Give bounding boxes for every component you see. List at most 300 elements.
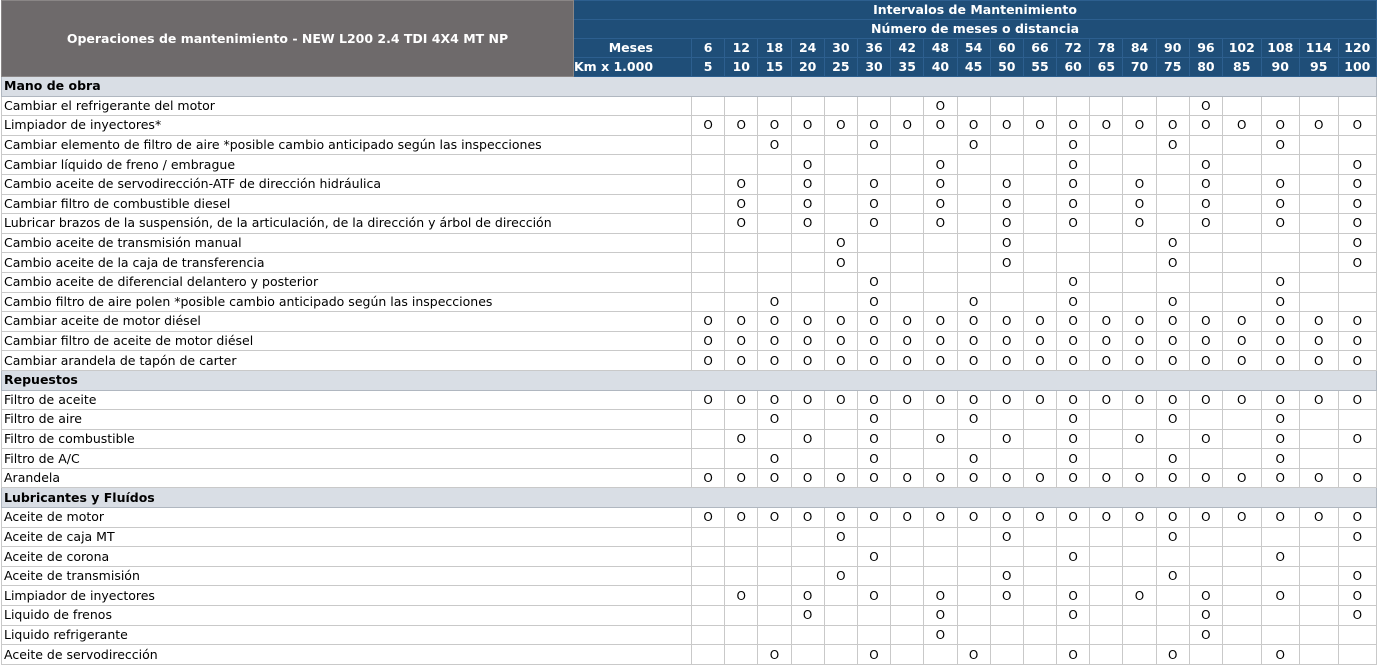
interval-cell: O bbox=[1189, 214, 1222, 234]
operation-label: Cambiar elemento de filtro de aire *posible cambio anticipado según las inspecciones bbox=[2, 135, 692, 155]
km-header: 35 bbox=[891, 58, 924, 77]
interval-cell bbox=[791, 645, 824, 665]
interval-cell: O bbox=[1300, 508, 1339, 528]
interval-cell: O bbox=[1338, 233, 1377, 253]
interval-cell bbox=[857, 625, 890, 645]
month-header: 120 bbox=[1338, 39, 1377, 58]
operation-label: Lubricar brazos de la suspensión, de la articulación, de la dirección y árbol de dirección bbox=[2, 214, 692, 234]
interval-cell bbox=[1223, 586, 1262, 606]
interval-cell bbox=[1300, 547, 1339, 567]
interval-cell: O bbox=[1156, 292, 1189, 312]
interval-cell bbox=[1123, 449, 1156, 469]
section-title: Lubricantes y Fluídos bbox=[2, 488, 1377, 508]
interval-cell bbox=[891, 566, 924, 586]
interval-cell: O bbox=[1338, 331, 1377, 351]
interval-cell: O bbox=[1338, 312, 1377, 332]
table-row bbox=[2, 527, 1377, 547]
km-header: 85 bbox=[1223, 58, 1262, 77]
interval-cell bbox=[725, 292, 758, 312]
interval-cell: O bbox=[1338, 155, 1377, 175]
interval-cell bbox=[1057, 253, 1090, 273]
interval-cell bbox=[924, 449, 957, 469]
interval-cell bbox=[791, 547, 824, 567]
interval-cell bbox=[1123, 527, 1156, 547]
interval-cell bbox=[1300, 449, 1339, 469]
interval-cell bbox=[1156, 429, 1189, 449]
interval-cell: O bbox=[791, 194, 824, 214]
interval-cell: O bbox=[857, 508, 890, 528]
interval-cell bbox=[791, 96, 824, 116]
interval-cell: O bbox=[692, 116, 725, 136]
interval-cell bbox=[692, 174, 725, 194]
interval-cell bbox=[1261, 566, 1300, 586]
interval-cell bbox=[1338, 645, 1377, 665]
interval-cell: O bbox=[758, 508, 791, 528]
interval-cell: O bbox=[824, 527, 857, 547]
interval-cell: O bbox=[1156, 566, 1189, 586]
interval-cell bbox=[1300, 233, 1339, 253]
interval-cell: O bbox=[1123, 214, 1156, 234]
interval-cell: O bbox=[1223, 508, 1262, 528]
interval-cell: O bbox=[857, 645, 890, 665]
month-header: 18 bbox=[758, 39, 791, 58]
month-header: 90 bbox=[1156, 39, 1189, 58]
interval-cell: O bbox=[1223, 351, 1262, 371]
table-row bbox=[2, 312, 1377, 332]
operation-label: Aceite de motor bbox=[2, 508, 692, 528]
interval-cell: O bbox=[924, 155, 957, 175]
interval-cell bbox=[692, 253, 725, 273]
interval-cell: O bbox=[1023, 468, 1056, 488]
operation-label: Cambiar filtro de combustible diesel bbox=[2, 194, 692, 214]
interval-cell bbox=[891, 527, 924, 547]
interval-cell bbox=[758, 625, 791, 645]
table-row bbox=[2, 135, 1377, 155]
interval-cell: O bbox=[1123, 331, 1156, 351]
interval-cell: O bbox=[1338, 606, 1377, 626]
km-header: 40 bbox=[924, 58, 957, 77]
interval-cell bbox=[891, 96, 924, 116]
interval-cell: O bbox=[791, 429, 824, 449]
interval-cell bbox=[1156, 272, 1189, 292]
interval-cell bbox=[891, 449, 924, 469]
interval-cell: O bbox=[1156, 645, 1189, 665]
interval-cell: O bbox=[1189, 351, 1222, 371]
interval-cell bbox=[1123, 410, 1156, 430]
interval-cell: O bbox=[725, 194, 758, 214]
operation-label: Cambiar aceite de motor diésel bbox=[2, 312, 692, 332]
table-row bbox=[2, 155, 1377, 175]
interval-cell bbox=[758, 586, 791, 606]
interval-cell: O bbox=[1123, 429, 1156, 449]
interval-cell: O bbox=[1156, 449, 1189, 469]
interval-cell: O bbox=[990, 253, 1023, 273]
interval-cell bbox=[824, 547, 857, 567]
interval-cell: O bbox=[725, 312, 758, 332]
interval-cell bbox=[758, 547, 791, 567]
interval-cell: O bbox=[1189, 625, 1222, 645]
interval-cell bbox=[1123, 272, 1156, 292]
interval-cell bbox=[1090, 606, 1123, 626]
interval-cell bbox=[1338, 135, 1377, 155]
interval-cell bbox=[891, 272, 924, 292]
interval-cell bbox=[758, 429, 791, 449]
interval-cell bbox=[891, 194, 924, 214]
km-header: 65 bbox=[1090, 58, 1123, 77]
operation-label: Liquido refrigerante bbox=[2, 625, 692, 645]
interval-cell: O bbox=[725, 174, 758, 194]
interval-cell: O bbox=[1338, 586, 1377, 606]
interval-cell bbox=[1156, 606, 1189, 626]
interval-cell bbox=[1090, 566, 1123, 586]
interval-cell bbox=[1189, 410, 1222, 430]
interval-cell bbox=[857, 566, 890, 586]
interval-cell: O bbox=[891, 331, 924, 351]
interval-cell: O bbox=[791, 116, 824, 136]
interval-cell bbox=[1300, 527, 1339, 547]
interval-cell: O bbox=[824, 331, 857, 351]
interval-cell: O bbox=[924, 312, 957, 332]
interval-cell bbox=[1057, 527, 1090, 547]
operation-label: Cambio filtro de aire polen *posible cambio anticipado según las inspecciones bbox=[2, 292, 692, 312]
interval-cell: O bbox=[891, 508, 924, 528]
interval-cell bbox=[1023, 625, 1056, 645]
interval-cell bbox=[957, 527, 990, 547]
interval-cell: O bbox=[791, 214, 824, 234]
table-row bbox=[2, 429, 1377, 449]
interval-cell bbox=[857, 527, 890, 547]
interval-cell: O bbox=[1123, 194, 1156, 214]
interval-cell: O bbox=[957, 292, 990, 312]
section-row bbox=[2, 370, 1377, 390]
km-header: 80 bbox=[1189, 58, 1222, 77]
interval-cell bbox=[924, 272, 957, 292]
interval-cell bbox=[990, 96, 1023, 116]
interval-cell bbox=[1156, 96, 1189, 116]
interval-cell: O bbox=[1156, 233, 1189, 253]
interval-cell bbox=[758, 253, 791, 273]
interval-cell bbox=[924, 292, 957, 312]
interval-cell: O bbox=[1057, 410, 1090, 430]
interval-cell bbox=[957, 174, 990, 194]
month-header: 114 bbox=[1300, 39, 1339, 58]
interval-cell bbox=[824, 194, 857, 214]
interval-cell bbox=[791, 449, 824, 469]
interval-cell bbox=[891, 625, 924, 645]
interval-cell: O bbox=[924, 331, 957, 351]
operation-label: Cambio aceite de la caja de transferencia bbox=[2, 253, 692, 273]
interval-cell: O bbox=[1156, 331, 1189, 351]
interval-cell bbox=[957, 547, 990, 567]
interval-cell bbox=[1156, 586, 1189, 606]
interval-cell: O bbox=[1057, 312, 1090, 332]
interval-cell bbox=[1300, 645, 1339, 665]
interval-cell bbox=[1223, 233, 1262, 253]
interval-cell bbox=[891, 214, 924, 234]
interval-cell bbox=[692, 214, 725, 234]
table-row bbox=[2, 351, 1377, 371]
interval-cell: O bbox=[857, 194, 890, 214]
table-row bbox=[2, 586, 1377, 606]
interval-cell bbox=[1090, 96, 1123, 116]
interval-cell: O bbox=[891, 351, 924, 371]
operation-label: Cambio aceite de transmisión manual bbox=[2, 233, 692, 253]
km-header: 50 bbox=[990, 58, 1023, 77]
interval-cell: O bbox=[990, 214, 1023, 234]
interval-cell: O bbox=[1156, 527, 1189, 547]
interval-cell: O bbox=[857, 312, 890, 332]
operation-label: Liquido de frenos bbox=[2, 606, 692, 626]
interval-cell bbox=[824, 155, 857, 175]
interval-cell: O bbox=[758, 312, 791, 332]
interval-cell bbox=[1300, 606, 1339, 626]
interval-cell: O bbox=[1189, 606, 1222, 626]
interval-cell: O bbox=[1223, 331, 1262, 351]
interval-cell bbox=[924, 233, 957, 253]
interval-cell: O bbox=[924, 390, 957, 410]
interval-cell: O bbox=[1261, 586, 1300, 606]
interval-cell: O bbox=[725, 214, 758, 234]
km-header: 55 bbox=[1023, 58, 1056, 77]
interval-cell bbox=[692, 547, 725, 567]
interval-cell bbox=[1090, 214, 1123, 234]
interval-cell bbox=[1261, 625, 1300, 645]
km-header: 15 bbox=[758, 58, 791, 77]
interval-cell bbox=[824, 96, 857, 116]
interval-cell bbox=[1156, 194, 1189, 214]
interval-cell: O bbox=[957, 390, 990, 410]
interval-cell bbox=[957, 194, 990, 214]
interval-cell bbox=[1156, 214, 1189, 234]
interval-cell: O bbox=[990, 429, 1023, 449]
interval-cell bbox=[1090, 410, 1123, 430]
interval-cell: O bbox=[692, 331, 725, 351]
table-row bbox=[2, 174, 1377, 194]
interval-cell bbox=[1023, 96, 1056, 116]
interval-cell bbox=[692, 233, 725, 253]
interval-cell: O bbox=[857, 272, 890, 292]
interval-cell: O bbox=[990, 174, 1023, 194]
interval-cell: O bbox=[1300, 312, 1339, 332]
interval-cell bbox=[824, 606, 857, 626]
interval-cell: O bbox=[1123, 586, 1156, 606]
interval-cell bbox=[1300, 194, 1339, 214]
table-row bbox=[2, 116, 1377, 136]
interval-cell bbox=[1023, 449, 1056, 469]
interval-cell: O bbox=[990, 116, 1023, 136]
interval-cell: O bbox=[1189, 312, 1222, 332]
interval-cell: O bbox=[758, 468, 791, 488]
interval-cell: O bbox=[990, 566, 1023, 586]
interval-cell bbox=[1223, 135, 1262, 155]
interval-cell bbox=[1189, 292, 1222, 312]
interval-cell: O bbox=[924, 468, 957, 488]
interval-cell bbox=[1223, 547, 1262, 567]
interval-cell bbox=[725, 272, 758, 292]
interval-cell: O bbox=[990, 468, 1023, 488]
interval-cell: O bbox=[1261, 429, 1300, 449]
interval-cell: O bbox=[1261, 468, 1300, 488]
interval-cell: O bbox=[1189, 194, 1222, 214]
interval-cell bbox=[1023, 253, 1056, 273]
interval-cell: O bbox=[1123, 116, 1156, 136]
interval-cell: O bbox=[924, 625, 957, 645]
interval-cell bbox=[1261, 155, 1300, 175]
interval-cell bbox=[1057, 625, 1090, 645]
operation-label: Limpiador de inyectores bbox=[2, 586, 692, 606]
interval-cell bbox=[891, 586, 924, 606]
months-label: Meses bbox=[574, 39, 692, 58]
interval-cell: O bbox=[891, 116, 924, 136]
interval-cell: O bbox=[1300, 390, 1339, 410]
interval-cell bbox=[957, 272, 990, 292]
interval-cell: O bbox=[692, 508, 725, 528]
interval-cell bbox=[1300, 96, 1339, 116]
interval-cell: O bbox=[1123, 468, 1156, 488]
interval-cell: O bbox=[1338, 468, 1377, 488]
maintenance-table bbox=[1, 0, 1377, 665]
interval-cell bbox=[990, 272, 1023, 292]
interval-cell: O bbox=[857, 351, 890, 371]
interval-cell bbox=[1300, 155, 1339, 175]
interval-cell bbox=[824, 272, 857, 292]
interval-cell: O bbox=[957, 135, 990, 155]
interval-cell: O bbox=[758, 292, 791, 312]
interval-cell bbox=[1123, 135, 1156, 155]
interval-cell: O bbox=[1189, 468, 1222, 488]
interval-cell bbox=[758, 155, 791, 175]
interval-cell bbox=[791, 253, 824, 273]
interval-cell bbox=[990, 449, 1023, 469]
interval-cell: O bbox=[1057, 292, 1090, 312]
interval-cell bbox=[1300, 253, 1339, 273]
interval-cell bbox=[791, 625, 824, 645]
month-header: 84 bbox=[1123, 39, 1156, 58]
month-header: 42 bbox=[891, 39, 924, 58]
interval-cell: O bbox=[1057, 135, 1090, 155]
interval-cell bbox=[725, 96, 758, 116]
interval-cell: O bbox=[990, 351, 1023, 371]
interval-cell: O bbox=[758, 390, 791, 410]
interval-cell: O bbox=[1090, 312, 1123, 332]
interval-cell bbox=[692, 606, 725, 626]
interval-cell: O bbox=[758, 331, 791, 351]
km-header: 70 bbox=[1123, 58, 1156, 77]
interval-cell bbox=[1023, 135, 1056, 155]
interval-cell bbox=[758, 194, 791, 214]
interval-cell: O bbox=[824, 116, 857, 136]
interval-cell: O bbox=[692, 468, 725, 488]
interval-cell: O bbox=[924, 116, 957, 136]
header-intervals: Intervalos de Mantenimiento bbox=[574, 1, 1377, 20]
interval-cell bbox=[725, 253, 758, 273]
interval-cell: O bbox=[1090, 390, 1123, 410]
operation-label: Cambiar filtro de aceite de motor diésel bbox=[2, 331, 692, 351]
interval-cell bbox=[1223, 272, 1262, 292]
interval-cell: O bbox=[924, 96, 957, 116]
interval-cell bbox=[1090, 586, 1123, 606]
interval-cell: O bbox=[957, 508, 990, 528]
interval-cell: O bbox=[857, 410, 890, 430]
table-row bbox=[2, 468, 1377, 488]
interval-cell bbox=[1023, 214, 1056, 234]
interval-cell bbox=[1090, 272, 1123, 292]
interval-cell: O bbox=[1057, 547, 1090, 567]
operation-label: Limpiador de inyectores* bbox=[2, 116, 692, 136]
interval-cell: O bbox=[1057, 351, 1090, 371]
interval-cell bbox=[891, 292, 924, 312]
interval-cell: O bbox=[1156, 116, 1189, 136]
interval-cell bbox=[1223, 214, 1262, 234]
interval-cell: O bbox=[1023, 508, 1056, 528]
interval-cell bbox=[791, 135, 824, 155]
interval-cell bbox=[924, 566, 957, 586]
interval-cell: O bbox=[990, 233, 1023, 253]
interval-cell bbox=[990, 625, 1023, 645]
interval-cell: O bbox=[957, 410, 990, 430]
interval-cell bbox=[1090, 527, 1123, 547]
interval-cell: O bbox=[1023, 390, 1056, 410]
interval-cell: O bbox=[1057, 586, 1090, 606]
operation-label: Filtro de aceite bbox=[2, 390, 692, 410]
interval-cell: O bbox=[924, 351, 957, 371]
interval-cell: O bbox=[1300, 116, 1339, 136]
interval-cell: O bbox=[725, 508, 758, 528]
interval-cell: O bbox=[1261, 116, 1300, 136]
interval-cell: O bbox=[1261, 390, 1300, 410]
interval-cell bbox=[1223, 253, 1262, 273]
interval-cell bbox=[891, 174, 924, 194]
interval-cell: O bbox=[1261, 645, 1300, 665]
interval-cell: O bbox=[1090, 116, 1123, 136]
interval-cell bbox=[824, 214, 857, 234]
interval-cell: O bbox=[857, 135, 890, 155]
month-header: 66 bbox=[1023, 39, 1056, 58]
interval-cell: O bbox=[924, 174, 957, 194]
interval-cell: O bbox=[1189, 586, 1222, 606]
interval-cell bbox=[1223, 96, 1262, 116]
interval-cell: O bbox=[692, 312, 725, 332]
interval-cell: O bbox=[1300, 468, 1339, 488]
interval-cell bbox=[824, 174, 857, 194]
table-row bbox=[2, 331, 1377, 351]
interval-cell bbox=[1223, 527, 1262, 547]
interval-cell: O bbox=[1223, 468, 1262, 488]
interval-cell bbox=[1123, 547, 1156, 567]
operation-label: Cambiar líquido de freno / embrague bbox=[2, 155, 692, 175]
interval-cell: O bbox=[1261, 331, 1300, 351]
interval-cell: O bbox=[1338, 194, 1377, 214]
interval-cell: O bbox=[1189, 390, 1222, 410]
table-row bbox=[2, 547, 1377, 567]
interval-cell: O bbox=[1300, 331, 1339, 351]
interval-cell bbox=[1023, 155, 1056, 175]
month-header: 54 bbox=[957, 39, 990, 58]
interval-cell: O bbox=[758, 449, 791, 469]
interval-cell: O bbox=[957, 468, 990, 488]
interval-cell bbox=[725, 233, 758, 253]
interval-cell: O bbox=[924, 586, 957, 606]
interval-cell: O bbox=[1057, 331, 1090, 351]
interval-cell bbox=[725, 625, 758, 645]
interval-cell bbox=[1123, 233, 1156, 253]
interval-cell: O bbox=[1223, 390, 1262, 410]
interval-cell bbox=[692, 429, 725, 449]
interval-cell: O bbox=[1123, 508, 1156, 528]
month-header: 102 bbox=[1223, 39, 1262, 58]
interval-cell bbox=[1090, 625, 1123, 645]
interval-cell: O bbox=[1189, 155, 1222, 175]
